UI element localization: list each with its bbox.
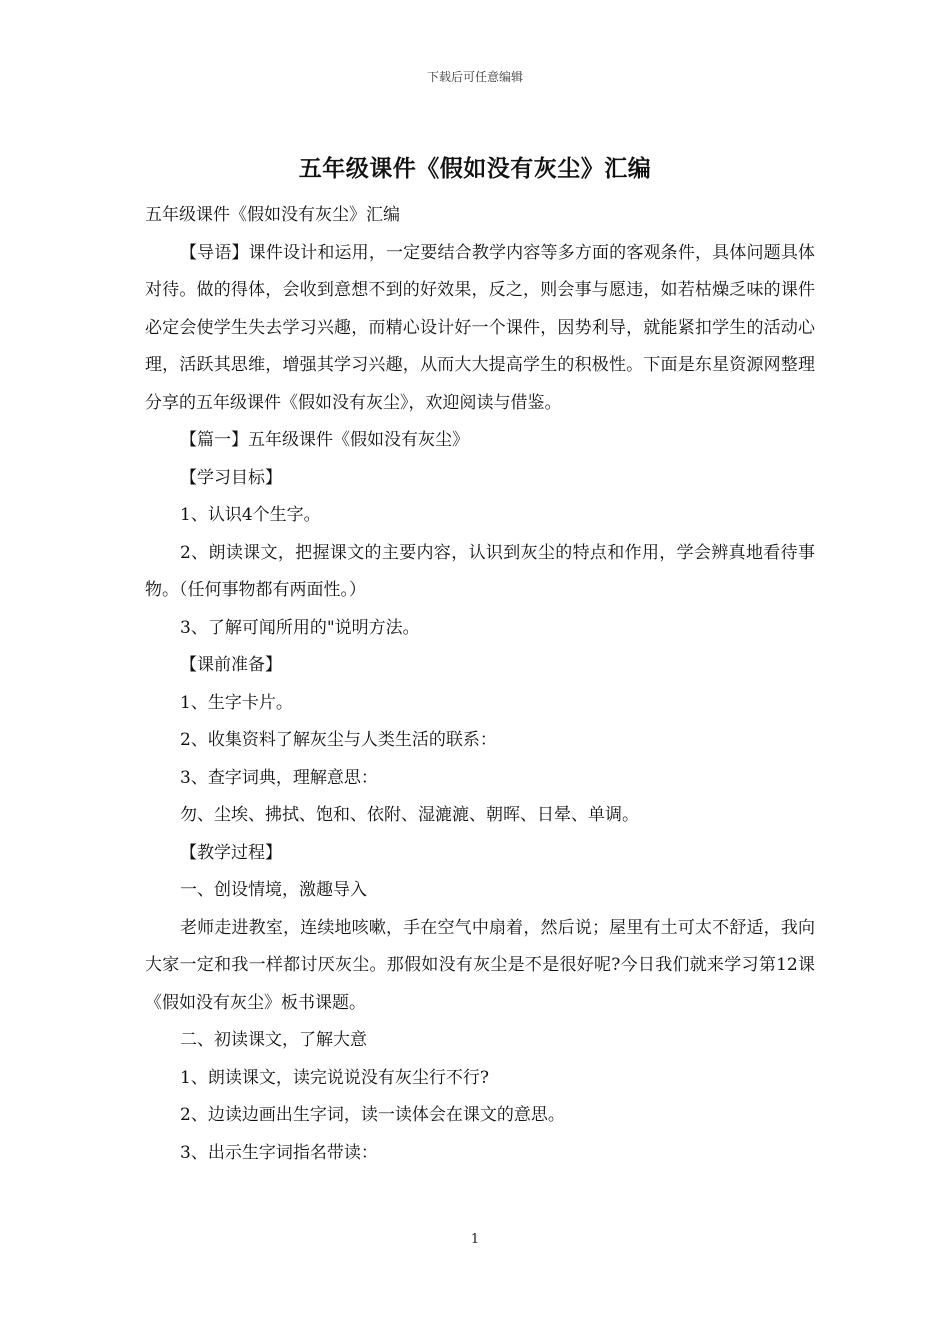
document-title: 五年级课件《假如没有灰尘》汇编 <box>298 155 652 182</box>
paragraph: 二、初读课文，了解大意 <box>180 1030 367 1050</box>
paragraph: 【学习目标】 <box>180 467 282 488</box>
paragraph: 老师走进教室，连续地咳嗽，手在空气中扇着，然后说；屋里有土可太不舒适，我向大家一定和我一样都讨厌灰尘。那假如没有灰尘是不是很好呢?今日我们就来学习第12课《假如没有灰尘》板书课题。 <box>145 917 815 1013</box>
paragraph: 2、边读边画出生字词，读一读体会在课文的意思。 <box>180 1105 565 1125</box>
paragraph: 3、出示生字词指名带读： <box>180 1142 378 1163</box>
paragraph: 【教学过程】 <box>180 842 282 863</box>
paragraph: 3、查字词典，理解意思： <box>180 767 378 788</box>
paragraph: 【课前准备】 <box>180 655 282 675</box>
paragraph: 【篇一】五年级课件《假如没有灰尘》 <box>180 430 469 450</box>
document-body <box>145 197 815 1172</box>
paragraph: 勿、尘埃、拂拭、饱和、依附、湿漉漉、朝晖、日晕、单调。 <box>180 805 639 825</box>
paragraph: 2、朗读课文，把握课文的主要内容，认识到灰尘的特点和作用，学会辨真地看待事物。（任何事物都有两面性。） <box>145 542 815 600</box>
paragraph: 1、生字卡片。 <box>180 692 293 713</box>
page-number: 1 <box>470 1232 480 1247</box>
paragraph: 【导语】课件设计和运用，一定要结合教学内容等多方面的客观条件，具体问题具体对待。做的得体，会收到意想不到的好效果，反之，则会事与愿违，如若枯燥乏味的课件必定会使学生失去学习兴趣，而精心设计好一个课件，因势利导，就能紧扣学生的活动心理，活跃其思维，增强其学习兴趣，从而大大提高学生的积极性。下面是东星资源网整理分享的五年级课件《假如没有灰尘》，欢迎阅读与借鉴。 <box>145 242 815 413</box>
header-note: 下载后可任意编辑 <box>426 70 523 84</box>
paragraph: 1、认识4个生字。 <box>180 505 321 525</box>
paragraph: 1、朗读课文，读完说说没有灰尘行不行? <box>180 1067 489 1088</box>
paragraph: 五年级课件《假如没有灰尘》汇编 <box>145 205 400 225</box>
paragraph: 一、创设情境，激趣导入 <box>180 880 367 900</box>
paragraph: 3、了解可闻所用的"说明方法。 <box>180 617 420 638</box>
paragraph: 2、收集资料了解灰尘与人类生活的联系： <box>180 730 497 750</box>
